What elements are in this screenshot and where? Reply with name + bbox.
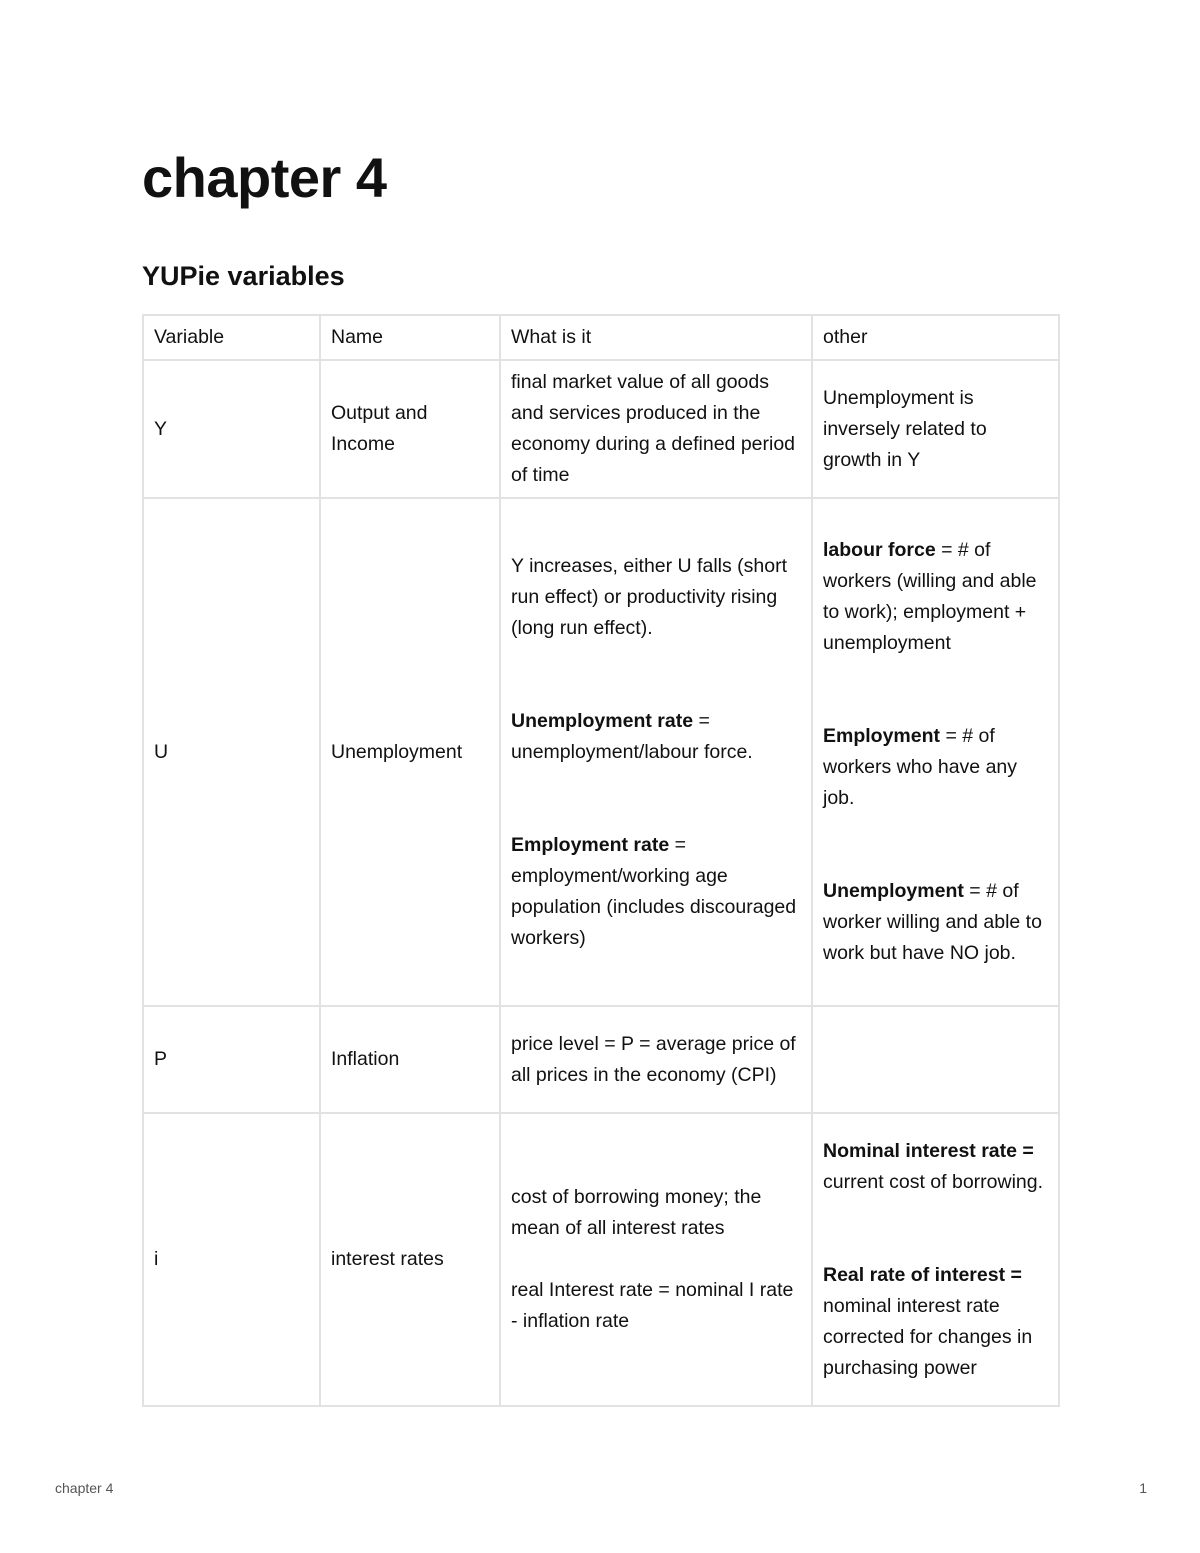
- definition-body: nominal interest rate corrected for changes in purchasing power: [823, 1294, 1033, 1379]
- definition-body: current cost of borrowing.: [823, 1170, 1044, 1193]
- what-text: Y increases, either U falls (short run effect) or productivity rising (long run effect).: [511, 554, 787, 639]
- definition-text: [823, 721, 1048, 814]
- definition-body: = # of worker willing and able to work but have NO job.: [823, 880, 1042, 964]
- section-title: YUPie variables: [142, 261, 345, 291]
- header-cell-variable: Variable: [143, 315, 320, 360]
- yupie-variables-table: [142, 314, 1060, 1407]
- table-row: [143, 498, 1059, 1006]
- footer-document-title: chapter 4: [55, 1480, 114, 1496]
- what-cell: [500, 1113, 812, 1406]
- name-cell: Unemployment: [320, 498, 500, 1006]
- definition-body: = unemployment/labour force.: [511, 709, 753, 763]
- variable-cell: i: [143, 1113, 320, 1406]
- definition-text: [511, 830, 801, 954]
- definition-term: Real rate of interest =: [823, 1263, 1022, 1286]
- header-cell-name: Name: [320, 315, 500, 360]
- what-cell: [500, 498, 812, 1006]
- other-cell: [812, 1113, 1059, 1406]
- name-cell: Output and Income: [320, 360, 500, 498]
- name-cell: Inflation: [320, 1006, 500, 1113]
- what-text: cost of borrowing money; the mean of all interest rates: [511, 1186, 762, 1239]
- other-cell: Unemployment is inversely related to growth in Y: [812, 360, 1059, 498]
- definition-term: Unemployment: [823, 880, 964, 902]
- footer-page-number: 1: [1139, 1480, 1147, 1496]
- definition-term: Unemployment rate: [511, 709, 694, 732]
- header-cell-other: other: [812, 315, 1059, 360]
- definition-term: labour force: [823, 539, 936, 561]
- table-header-row: [143, 315, 1059, 360]
- variable-cell: U: [143, 498, 320, 1006]
- other-cell: [812, 498, 1059, 1006]
- definition-text: [511, 706, 801, 768]
- definition-term: Employment rate: [511, 833, 670, 856]
- table-row: [143, 1113, 1059, 1406]
- definition-body: = # of workers (willing and able to work); employment + unemployment: [823, 539, 1037, 654]
- definition-body: = # of workers who have any job.: [823, 725, 1018, 809]
- what-text: real Interest rate = nominal I rate - inflation rate: [511, 1279, 794, 1332]
- variable-cell: Y: [143, 360, 320, 498]
- variable-cell: P: [143, 1006, 320, 1113]
- definition-text: [823, 1136, 1048, 1198]
- what-cell: price level = P = average price of all prices in the economy (CPI): [500, 1006, 812, 1113]
- what-cell: final market value of all goods and services produced in the economy during a defined period of time: [500, 360, 812, 498]
- definition-text: [823, 876, 1048, 969]
- definition-text: [823, 535, 1048, 659]
- page-title: chapter 4: [142, 146, 387, 209]
- table-row: [143, 360, 1059, 498]
- table-row: [143, 1006, 1059, 1113]
- definition-body: = employment/working age population (includes discouraged workers): [511, 833, 797, 949]
- definition-term: Employment: [823, 725, 941, 747]
- other-cell: [812, 1006, 1059, 1113]
- definition-term: Nominal interest rate =: [823, 1139, 1034, 1162]
- header-cell-what: What is it: [500, 315, 812, 360]
- definition-text: [823, 1260, 1048, 1384]
- name-cell: interest rates: [320, 1113, 500, 1406]
